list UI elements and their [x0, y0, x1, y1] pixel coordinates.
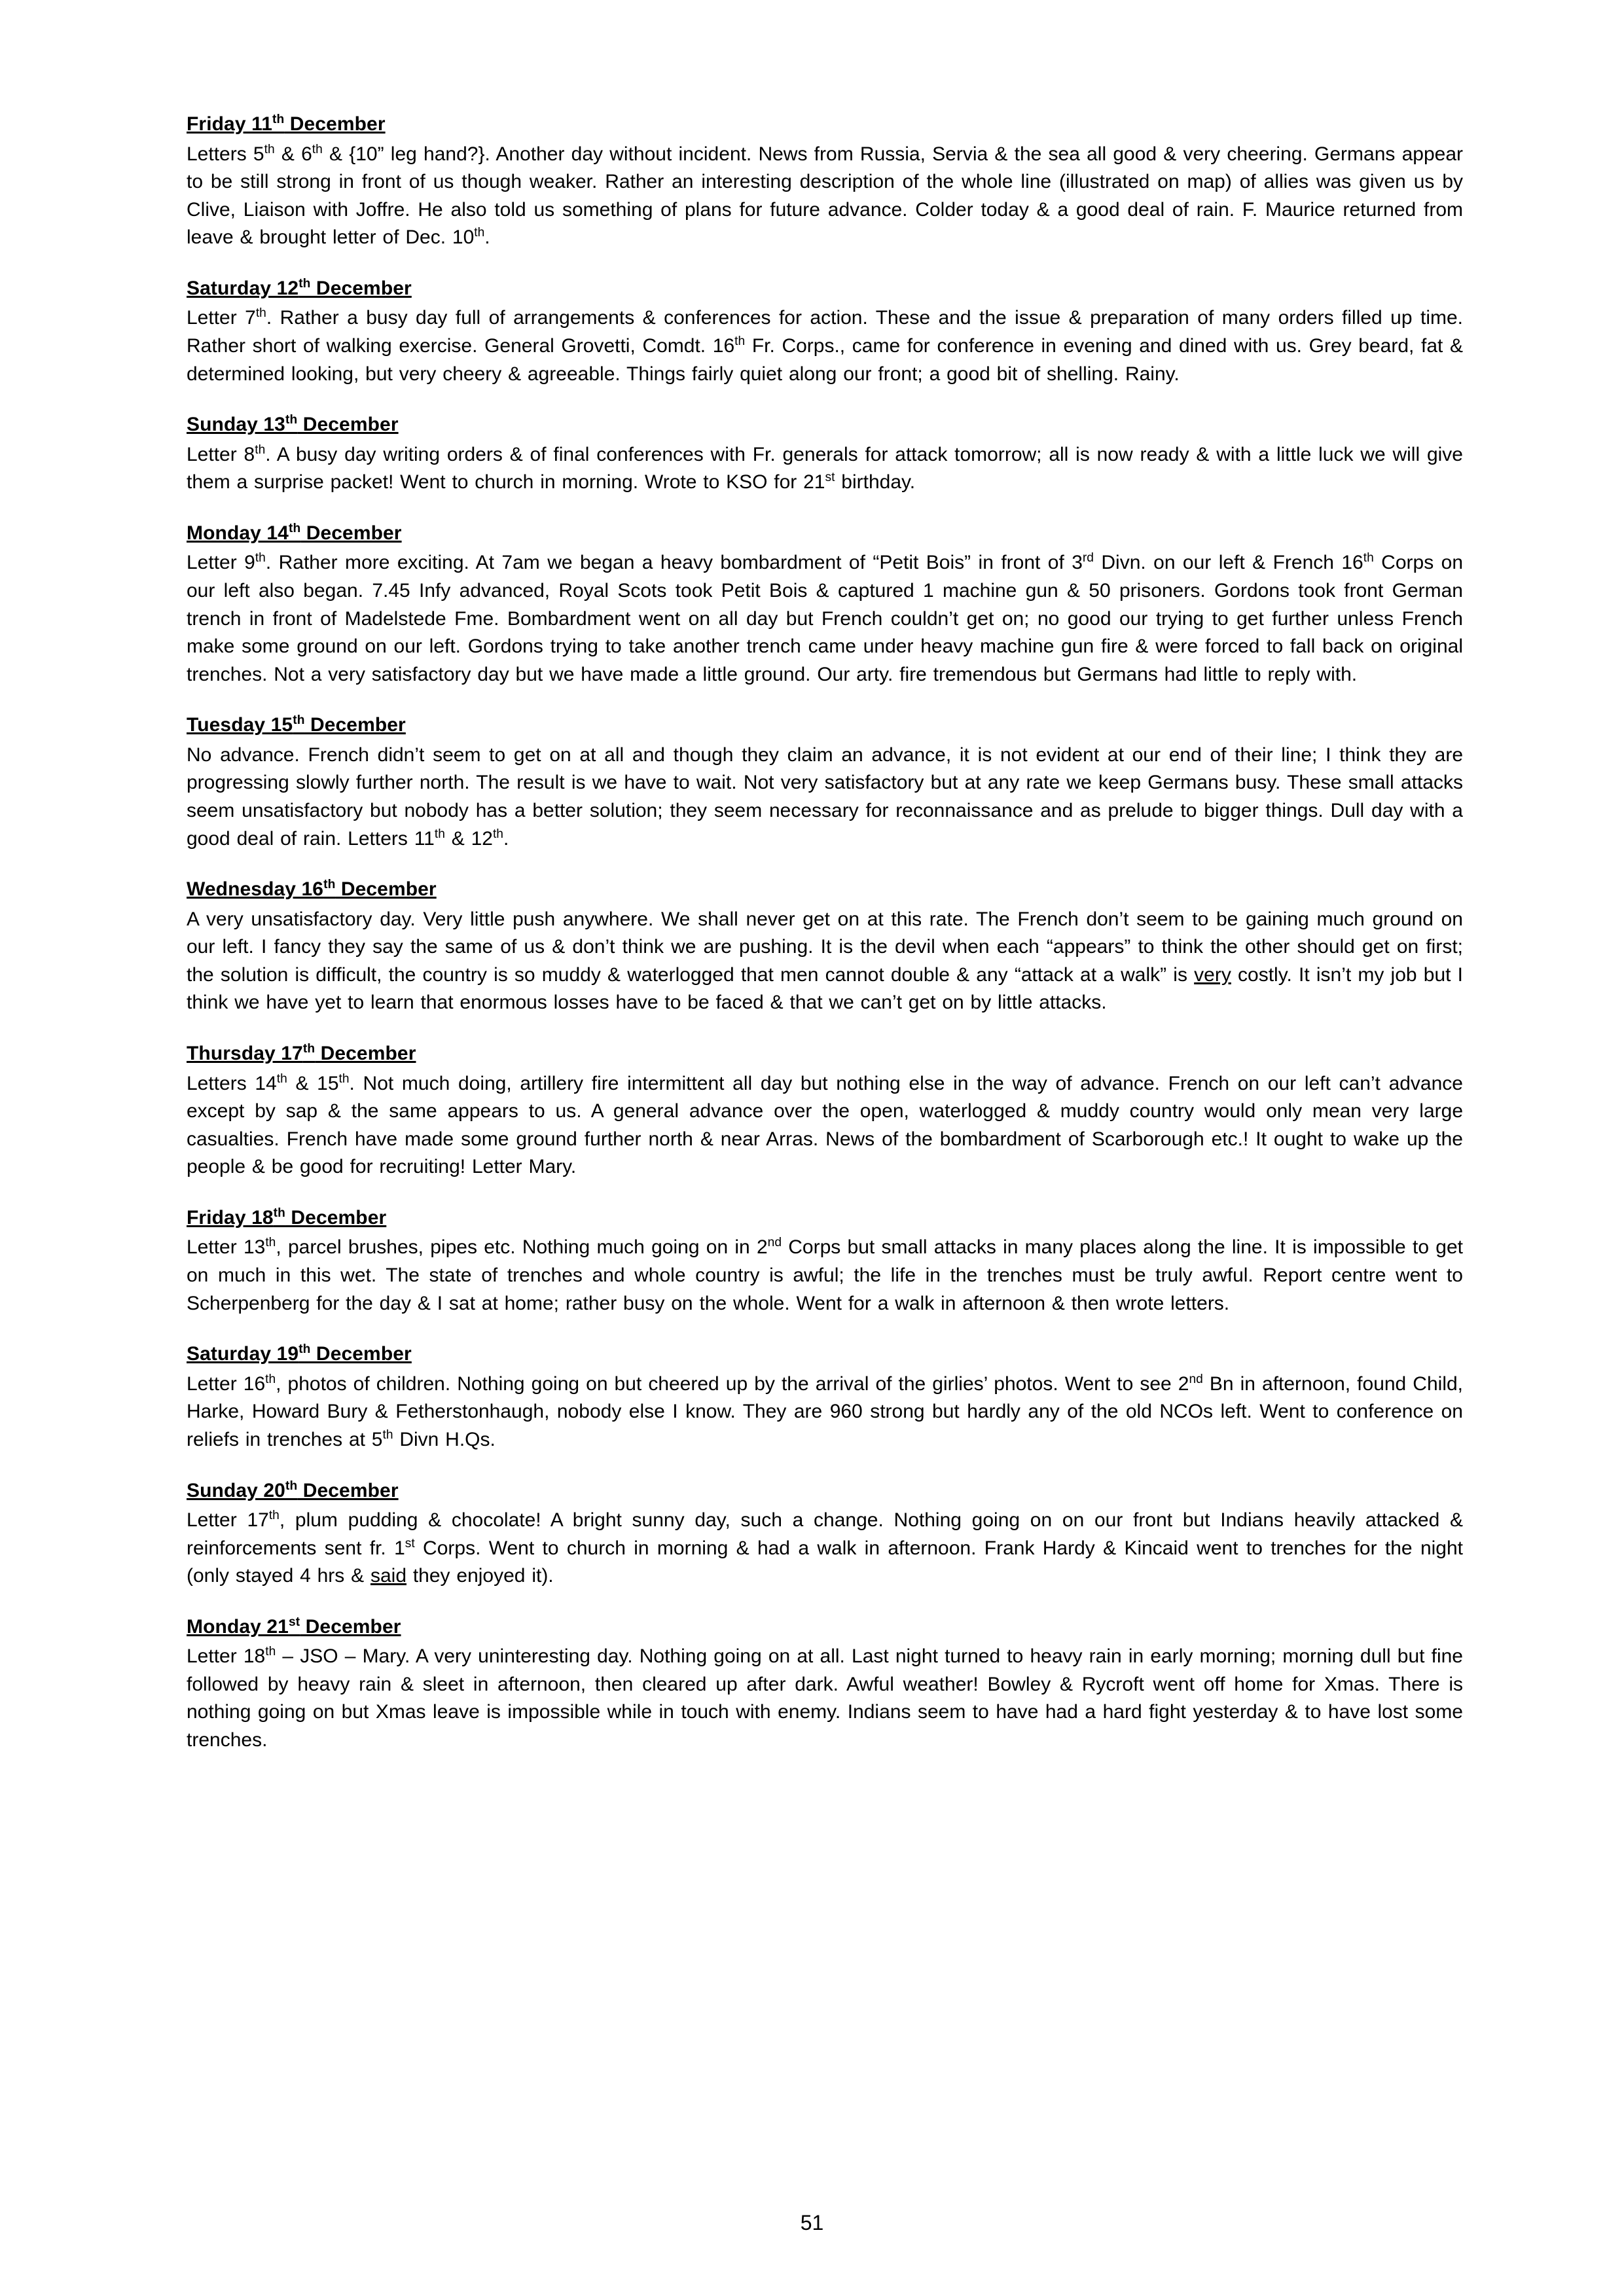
- entry-date-heading: Friday 11th December: [187, 113, 386, 135]
- entry-body-text: Letters 5th & 6th & {10” leg hand?}. Another day without incident. News from Russia, Servia & the sea all good & very cheering. Germans appear to be still strong in front of us though weaker. Rather an interesting description of the whole line (illustrated on map) of allies was given us by Clive, Liaison with Joffre. He also told us something of plans for future advance. Colder today & a good deal of rain. F. Maurice returned from leave & brought letter of Dec. 10th.: [187, 142, 1464, 249]
- entry-date-heading: Tuesday 15th December: [187, 713, 406, 736]
- entry-body-text: Letter 7th. Rather a busy day full of arrangements & conferences for action. These and the issue & preparation of many orders filled up time. Rather short of walking exercise. General Grovetti, Comdt. 16th Fr. Corps., came for conference in evening and dined with us. Grey beard, fat & determined looking, but very cheery & agreeable. Things fairly quiet along our front; a good bit of shelling. Rainy.: [187, 306, 1464, 385]
- entry-body-text: Letter 17th, plum pudding & chocolate! A bright sunny day, such a change. Nothing going on on our front but Indians heavily attacked & reinforcements sent fr. 1st Corps. Went to church in morning & had a walk in afternoon. Frank Hardy & Kincaid went to trenches for the night (only stayed 4 hrs & said they enjoyed it).: [187, 1509, 1463, 1587]
- entry-date-heading: Friday 18th December: [187, 1206, 387, 1229]
- diary-entry: [187, 712, 1463, 853]
- diary-entry: [187, 1041, 1463, 1181]
- entry-date-heading: Wednesday 16th December: [187, 878, 437, 901]
- entry-body-text: A very unsatisfactory day. Very little push anywhere. We shall never get on at this rate. The French don’t seem to be gaining much ground on our left. I fancy they say the same of us & don’t think we are pushing. It is the devil when each “appears” to think the other should get on first; the solution is difficult, the country is so muddy & waterlogged that men cannot double & any “attack at a walk” is very costly. It isn’t my job but I think we have yet to learn that enormous losses have to be faced & that we can’t get on by little attacks.: [187, 908, 1463, 1014]
- diary-entry: [187, 1341, 1463, 1454]
- diary-entry: [187, 111, 1463, 252]
- entry-body-text: Letter 13th, parcel brushes, pipes etc. Nothing much going on in 2nd Corps but small attacks in many places along the line. It is impossible to get on much in this wet. The state of trenches and whole country is awful; the life in the trenches must be truly awful. Report centre went to Scherpenberg for the day & I sat at home; rather busy on the whole. Went for a walk in afternoon & then wrote letters.: [187, 1236, 1463, 1314]
- entry-body-text: Letters 14th & 15th. Not much doing, artillery fire intermittent all day but nothing else in the way of advance. French on our left can’t advance except by sap & the same appears to us. A general advance over the open, waterlogged & muddy country would only mean very large casualties. French have made some ground further north & near Arras. News of the bombardment of Scarborough etc.! It ought to wake up the people & be good for recruiting! Letter Mary.: [187, 1071, 1463, 1178]
- page-number: 51: [800, 2211, 824, 2234]
- entry-date-heading: Saturday 19th December: [187, 1342, 412, 1365]
- entry-date-heading: Sunday 13th December: [187, 413, 399, 436]
- diary-entry: [187, 520, 1463, 689]
- entry-body-text: Letter 9th. Rather more exciting. At 7am we began a heavy bombardment of “Petit Bois” in front of 3rd Divn. on our left & French 16th Corps on our left also began. 7.45 Infy advanced, Royal Scots took Petit Bois & captured 1 machine gun & 50 prisoners. Gordons took front German trench in front of Madelstede Fme. Bombardment went on all day but French couldn’t get on; no good our trying to get further unless French make some ground on our left. Gordons trying to take another trench came under heavy machine gun fire & were forced to fall back on original trenches. Not a very satisfactory day but we have made a little ground. Our arty. fire tremendous but Germans had little to reply with.: [187, 551, 1463, 685]
- entry-body-text: Letter 16th, photos of children. Nothing going on but cheered up by the arrival of the girlies’ photos. Went to see 2nd Bn in afternoon, found Child, Harke, Howard Bury & Fetherstonhaugh, nobody else I know. They are 960 strong but hardly any of the old NCOs left. Went to conference on reliefs in trenches at 5th Divn H.Qs.: [187, 1372, 1464, 1450]
- diary-entry: [187, 1205, 1463, 1318]
- diary-entry: [187, 1478, 1463, 1590]
- diary-entry: [187, 412, 1463, 497]
- diary-entry: [187, 1614, 1463, 1755]
- diary-entries: [187, 111, 1463, 1755]
- entry-body-text: Letter 18th – JSO – Mary. A very uninteresting day. Nothing going on at all. Last night turned to heavy rain in early morning; morning dull but fine followed by heavy rain & sleet in afternoon, then cleared up after dark. Awful weather! Bowley & Rycroft went off home for Xmas. There is nothing going on but Xmas leave is impossible while in touch with enemy. Indians seem to have had a hard fight yesterday & to have lost some trenches.: [187, 1645, 1463, 1751]
- entry-date-heading: Saturday 12th December: [187, 276, 412, 299]
- entry-date-heading: Sunday 20th December: [187, 1479, 399, 1501]
- entry-body-text: No advance. French didn’t seem to get on at all and though they claim an advance, it is not evident at our end of their line; I think they are progressing slowly further north. The result is we have to wait. Not very satisfactory but at any rate we keep Germans busy. These small attacks seem unsatisfactory but nobody has a better solution; they seem necessary for reconnaissance and as prelude to bigger things. Dull day with a good deal of rain. Letters 11th & 12th.: [187, 744, 1463, 850]
- entry-date-heading: Monday 21st December: [187, 1615, 401, 1638]
- entry-date-heading: Monday 14th December: [187, 521, 402, 544]
- diary-entry: [187, 876, 1463, 1017]
- entry-body-text: Letter 8th. A busy day writing orders & of final conferences with Fr. generals for attack tomorrow; all is now ready & with a little luck we will give them a surprise packet! Went to church in morning. Wrote to KSO for 21st birthday.: [187, 442, 1463, 493]
- entry-date-heading: Thursday 17th December: [187, 1042, 416, 1065]
- diary-entry: [187, 276, 1463, 388]
